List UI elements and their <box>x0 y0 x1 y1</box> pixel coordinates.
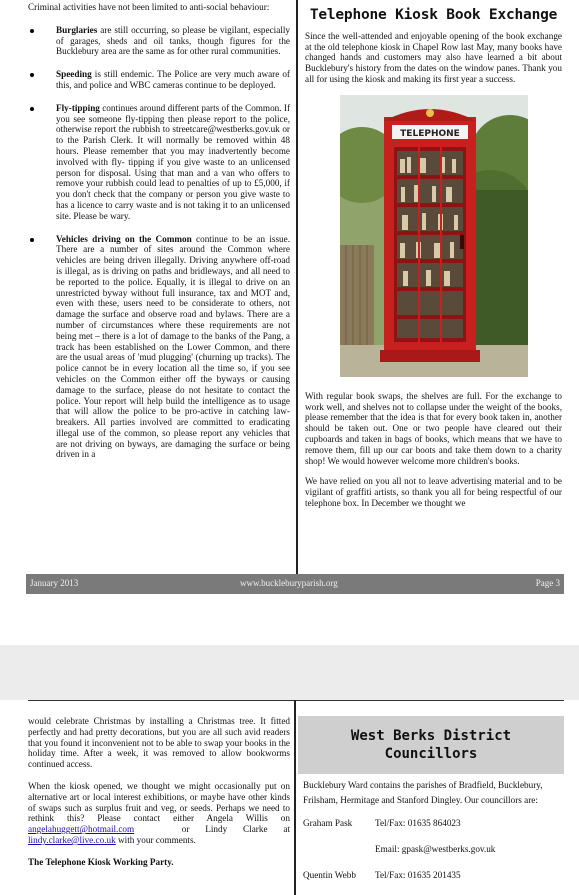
bullet-text: continues around different parts of the Common. If you see someone fly-tipping then please report to the police, otherwise report the rubbish to streetcare@westberks.gov.uk or to the Parish Clerk. It will normally be removed within 48 hours. Please remember that you may inadvertently become involved with fly- tipping if you give waste to an unlicensed person for disposal. Using that man and a van who offers to remove your rubbish could lead to penalties of up to £5,000, if you don't check that the company or person you give waste to has a licence to carry waste and is not taking it to an unlicensed site. Please be wary. <box>56 102 290 221</box>
email-link-angela[interactable]: angelahuggett@hotmail.com <box>28 824 135 835</box>
bullet-speeding <box>28 69 290 91</box>
newsletter-page-4 <box>0 700 579 895</box>
bullet-text: is still endemic. The Police are very much aware of this, and police and WBC cameras continue to be deployed. <box>56 69 290 90</box>
kiosk-paragraph-2: With regular book swaps, the shelves are full. For the exchange to work well, and shelves not to collapse under the weight of the books, please remember that the idea is that for every book taken in, another should be taken out. One or two people have cleared out their cupboards and taken in bags of books, which means that we have to remove them, fill up our car boots and take them down to a charity shop! We would however welcome more children's books. <box>305 390 562 466</box>
kiosk-article-title: Telephone Kiosk Book Exchange <box>309 7 558 23</box>
councillor-name: Graham Pask <box>303 818 353 828</box>
kiosk-sign-text: TELEPHONE <box>399 128 460 139</box>
crime-column <box>28 2 290 572</box>
councillor-row <box>303 868 564 894</box>
crime-intro: Criminal activities have not been limited to anti-social behaviour: <box>28 2 270 12</box>
contact-text-b: or Lindy Clarke at <box>181 824 290 835</box>
kiosk-paragraph-1: Since the well-attended and enjoyable opening of the book exchange at the old telephone kiosk in Chapel Row last May, many books have changed hands and customers may also have learned a bit about Bucklebury's history from the dates on the window panes. Thank you all for using the kiosk and making its first year a success. <box>305 30 562 84</box>
email-link-lindy[interactable]: lindy.clarke@live.co.uk <box>28 834 116 845</box>
page-gap <box>0 645 579 700</box>
councillor-row <box>303 842 564 868</box>
page-footer <box>26 574 564 594</box>
bullet-burglaries <box>28 25 290 57</box>
councillor-detail: Tel/Fax: 01635 864023 <box>375 818 461 828</box>
councillors-section <box>298 716 564 894</box>
signoff <box>28 857 290 868</box>
kiosk-continued-paragraph-2 <box>28 781 290 846</box>
councillor-row <box>303 816 564 842</box>
bullet-heading: Burglaries <box>56 24 98 35</box>
footer-page-number: Page 3 <box>535 578 560 588</box>
councillors-heading <box>298 716 564 774</box>
bullet-text: continue to be an issue. There are a number of sites around the Common where vehicles are being driven illegally. Driving anywhere off-road is illegal, as is driving on paths and bridleways, and all need to be reported to the police. Equally, it is illegal to drive on an unrestricted byway without full insurance, tax and MOT and, even with these, users need to be considerate to others, not damage the surface and observe road and bylaws. There are a number of circumstances where these requirements are not being met – there is a lot of damage to the banks of the Pang, a track has been established on the Lower Common, and there are the usual areas of 'mud plugging' (churning up tracks). The police cannot be in every location all the time so, if you see vehicles on the Common either off the byways or causing damage to the surface, please do not hesitate to contact the police. Your report will help build the intelligence as to usage that will allow the police to be pro-active in catching law-breakers. All parties involved are committed to eradicating illegal use of the common, so please report any vehicles that are not driving on byways, are damaging the surface or being driven in a <box>56 233 290 460</box>
bullet-text: are still occurring, so please be vigilant, especially of garages, sheds and oil tanks, though figures for the Bucklebury area are the same as for other rural communities. <box>56 24 290 57</box>
column-divider <box>294 700 296 895</box>
telephone-kiosk-photo <box>340 95 528 377</box>
councillor-name: Quentin Webb <box>303 870 356 880</box>
ward-description: Bucklebury Ward contains the parishes of Bradfield, Bucklebury, Frilsham, Hermitage and Stanford Dingley. Our councillors are: <box>303 780 543 805</box>
councillors-title-line-2: Councillors <box>384 746 478 762</box>
contact-text-c: with your comments. <box>118 834 196 845</box>
kiosk-continued-paragraph-1: would celebrate Christmas by installing a Christmas tree. It fitted perfectly and had pretty decorations, but you are all such avid readers that you found it inconvenient not to be able to swap your books in the holiday time. After a week, it was removed to allow bookworms continued access. <box>28 716 290 770</box>
crime-bullet-list <box>28 25 290 460</box>
footer-url[interactable]: www.buckleburyparish.org <box>240 578 338 588</box>
councillors-title-line-1: West Berks District <box>350 728 512 744</box>
kiosk-paragraph-3: We have relied on you all not to leave advertising material and to be vigilant of graffiti artists, so thank you all for being respectful of our telephone box. In December we thought we <box>305 476 562 508</box>
councillor-detail: Email: gpask@westberks.gov.uk <box>375 844 496 854</box>
signoff-text: The Telephone Kiosk Working Party. <box>28 856 174 867</box>
bullet-fly-tipping <box>28 103 290 222</box>
bullet-heading: Vehicles driving on the Common <box>56 233 192 244</box>
bullet-vehicles <box>28 234 290 461</box>
bullet-heading: Fly-tipping <box>56 102 100 113</box>
footer-date: January 2013 <box>30 578 79 588</box>
kiosk-article-continued <box>28 716 290 894</box>
column-divider <box>296 0 298 575</box>
bullet-heading: Speeding <box>56 69 92 80</box>
page-top-rule <box>28 700 564 701</box>
councillor-detail: Tel/Fax: 01635 201435 <box>375 870 461 880</box>
kiosk-article <box>305 2 562 572</box>
contact-text-a: When the kiosk opened, we thought we might occasionally put on alternative art or local interest exhibitions, or maybe have other kinds of swaps such as surplus fruit and veg, or seeds. Perhaps we need to rethink this? Please contact either Angela Willis on <box>28 780 290 824</box>
